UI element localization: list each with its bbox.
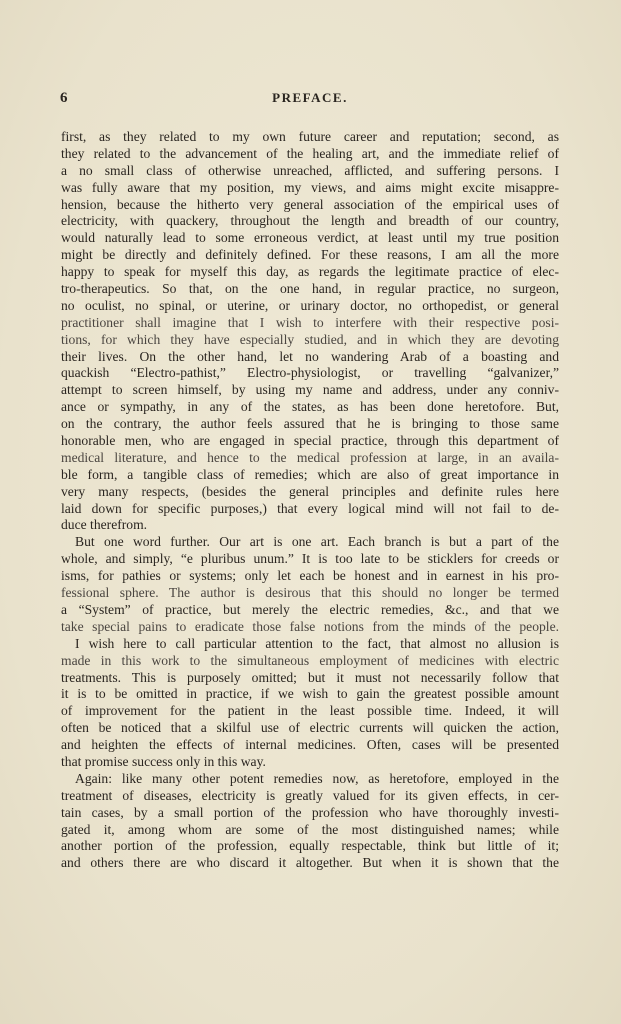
- text-line: happy to speak for myself this day, as regards the legitimate practice of elec-: [61, 264, 559, 280]
- text-line: and others there are who discard it altogether. But when it is shown that the: [61, 855, 559, 871]
- text-line: it is to be omitted in practice, if we wish to gain the greatest possible amount: [61, 686, 559, 702]
- text-line: on the contrary, the author feels assured that he is bringing to those same: [61, 416, 559, 432]
- text-line: electricity, with quackery, throughout the length and breadth of our country,: [61, 213, 559, 229]
- text-line: attempt to screen himself, by using my name and address, under any conniv-: [61, 382, 559, 398]
- text-line: treatment of diseases, electricity is greatly valued for its given effects, in cer-: [61, 787, 559, 803]
- text-line: and heighten the effects of internal medicines. Often, cases will be presented: [61, 737, 559, 753]
- text-line: another portion of the profession, equally respectable, think but little of it;: [61, 838, 559, 854]
- text-line: was fully aware that my position, my views, and aims might excite misappre-: [61, 179, 559, 195]
- text-line: whole, and simply, “e pluribus unum.” It is too late to be sticklers for creeds or: [61, 551, 559, 567]
- text-line: very many respects, (besides the general principles and definite rules here: [61, 483, 559, 499]
- text-line: practitioner shall imagine that I wish to interfere with their respective posi-: [61, 314, 559, 330]
- text-line: a no small class of otherwise unreached, afflicted, and suffering persons. I: [61, 162, 559, 178]
- text-line: hension, because the hitherto very general association of the empirical uses of: [61, 196, 559, 212]
- running-head: PREFACE.: [272, 90, 348, 105]
- text-line: tro-therapeutics. So that, on the one hand, in regular practice, no surgeon,: [61, 281, 559, 297]
- text-line: that promise success only in this way.: [61, 753, 266, 769]
- text-line: first, as they related to my own future career and reputation; second, as: [61, 129, 559, 144]
- text-line: honorable men, who are engaged in special practice, through this department of: [61, 433, 559, 449]
- text-line: their lives. On the other hand, let no wandering Arab of a boasting and: [61, 348, 559, 364]
- preface-body-text: [61, 129, 559, 872]
- page-number: 6: [60, 90, 68, 106]
- page-header: [60, 90, 560, 110]
- text-line: a “System” of practice, but merely the electric remedies, &c., and that we: [61, 601, 559, 617]
- text-line: ance or sympathy, in any of the states, as has been done heretofore. But,: [61, 399, 559, 415]
- text-line: tions, for which they have especially studied, and in which they are devoting: [61, 331, 559, 347]
- text-line: tain cases, by a small portion of the profession who have thoroughly investi-: [61, 804, 559, 820]
- text-line: laid down for specific purposes,) that every logical mind will not fail to de-: [61, 500, 559, 516]
- text-line: treatments. This is purposely omitted; but it must not necessarily follow that: [61, 669, 559, 685]
- text-line: duce therefrom.: [61, 517, 148, 533]
- text-line: made in this work to the simultaneous employment of medicines with electric: [61, 652, 559, 668]
- text-line: no oculist, no spinal, or uterine, or urinary doctor, no orthopedist, or general: [61, 297, 559, 313]
- text-line: take special pains to eradicate those false notions from the minds of the people.: [61, 618, 559, 634]
- text-line: isms, for pathies or systems; only let each be honest and in earnest in his pro-: [61, 568, 559, 584]
- text-line: ble form, a tangible class of remedies; which are also of great importance in: [61, 466, 559, 482]
- text-line: of improvement for the patient in the least possible time. Indeed, it will: [61, 703, 559, 719]
- text-line: I wish here to call particular attention to the fact, that almost no allusion is: [75, 635, 559, 651]
- text-line: they related to the advancement of the healing art, and the immediate relief of: [61, 145, 559, 161]
- text-line: fessional sphere. The author is desirous that this should no longer be termed: [61, 585, 559, 601]
- text-line: quackish “Electro-pathist,” Electro-physiologist, or travelling “galvanizer,”: [61, 365, 559, 381]
- text-line: But one word further. Our art is one art. Each branch is but a part of the: [75, 534, 559, 550]
- text-line: gated it, among whom are some of the most distinguished names; while: [61, 821, 559, 837]
- text-line: Again: like many other potent remedies now, as heretofore, employed in the: [75, 770, 559, 786]
- text-line: often be noticed that a skilful use of electric currents will quicken the action,: [61, 720, 559, 736]
- text-line: medical literature, and hence to the medical profession at large, in an availa-: [61, 449, 559, 465]
- text-line: might be directly and definitely defined. For these reasons, I am all the more: [61, 247, 559, 263]
- text-line: would naturally lead to some erroneous verdict, at least until my true position: [61, 230, 559, 246]
